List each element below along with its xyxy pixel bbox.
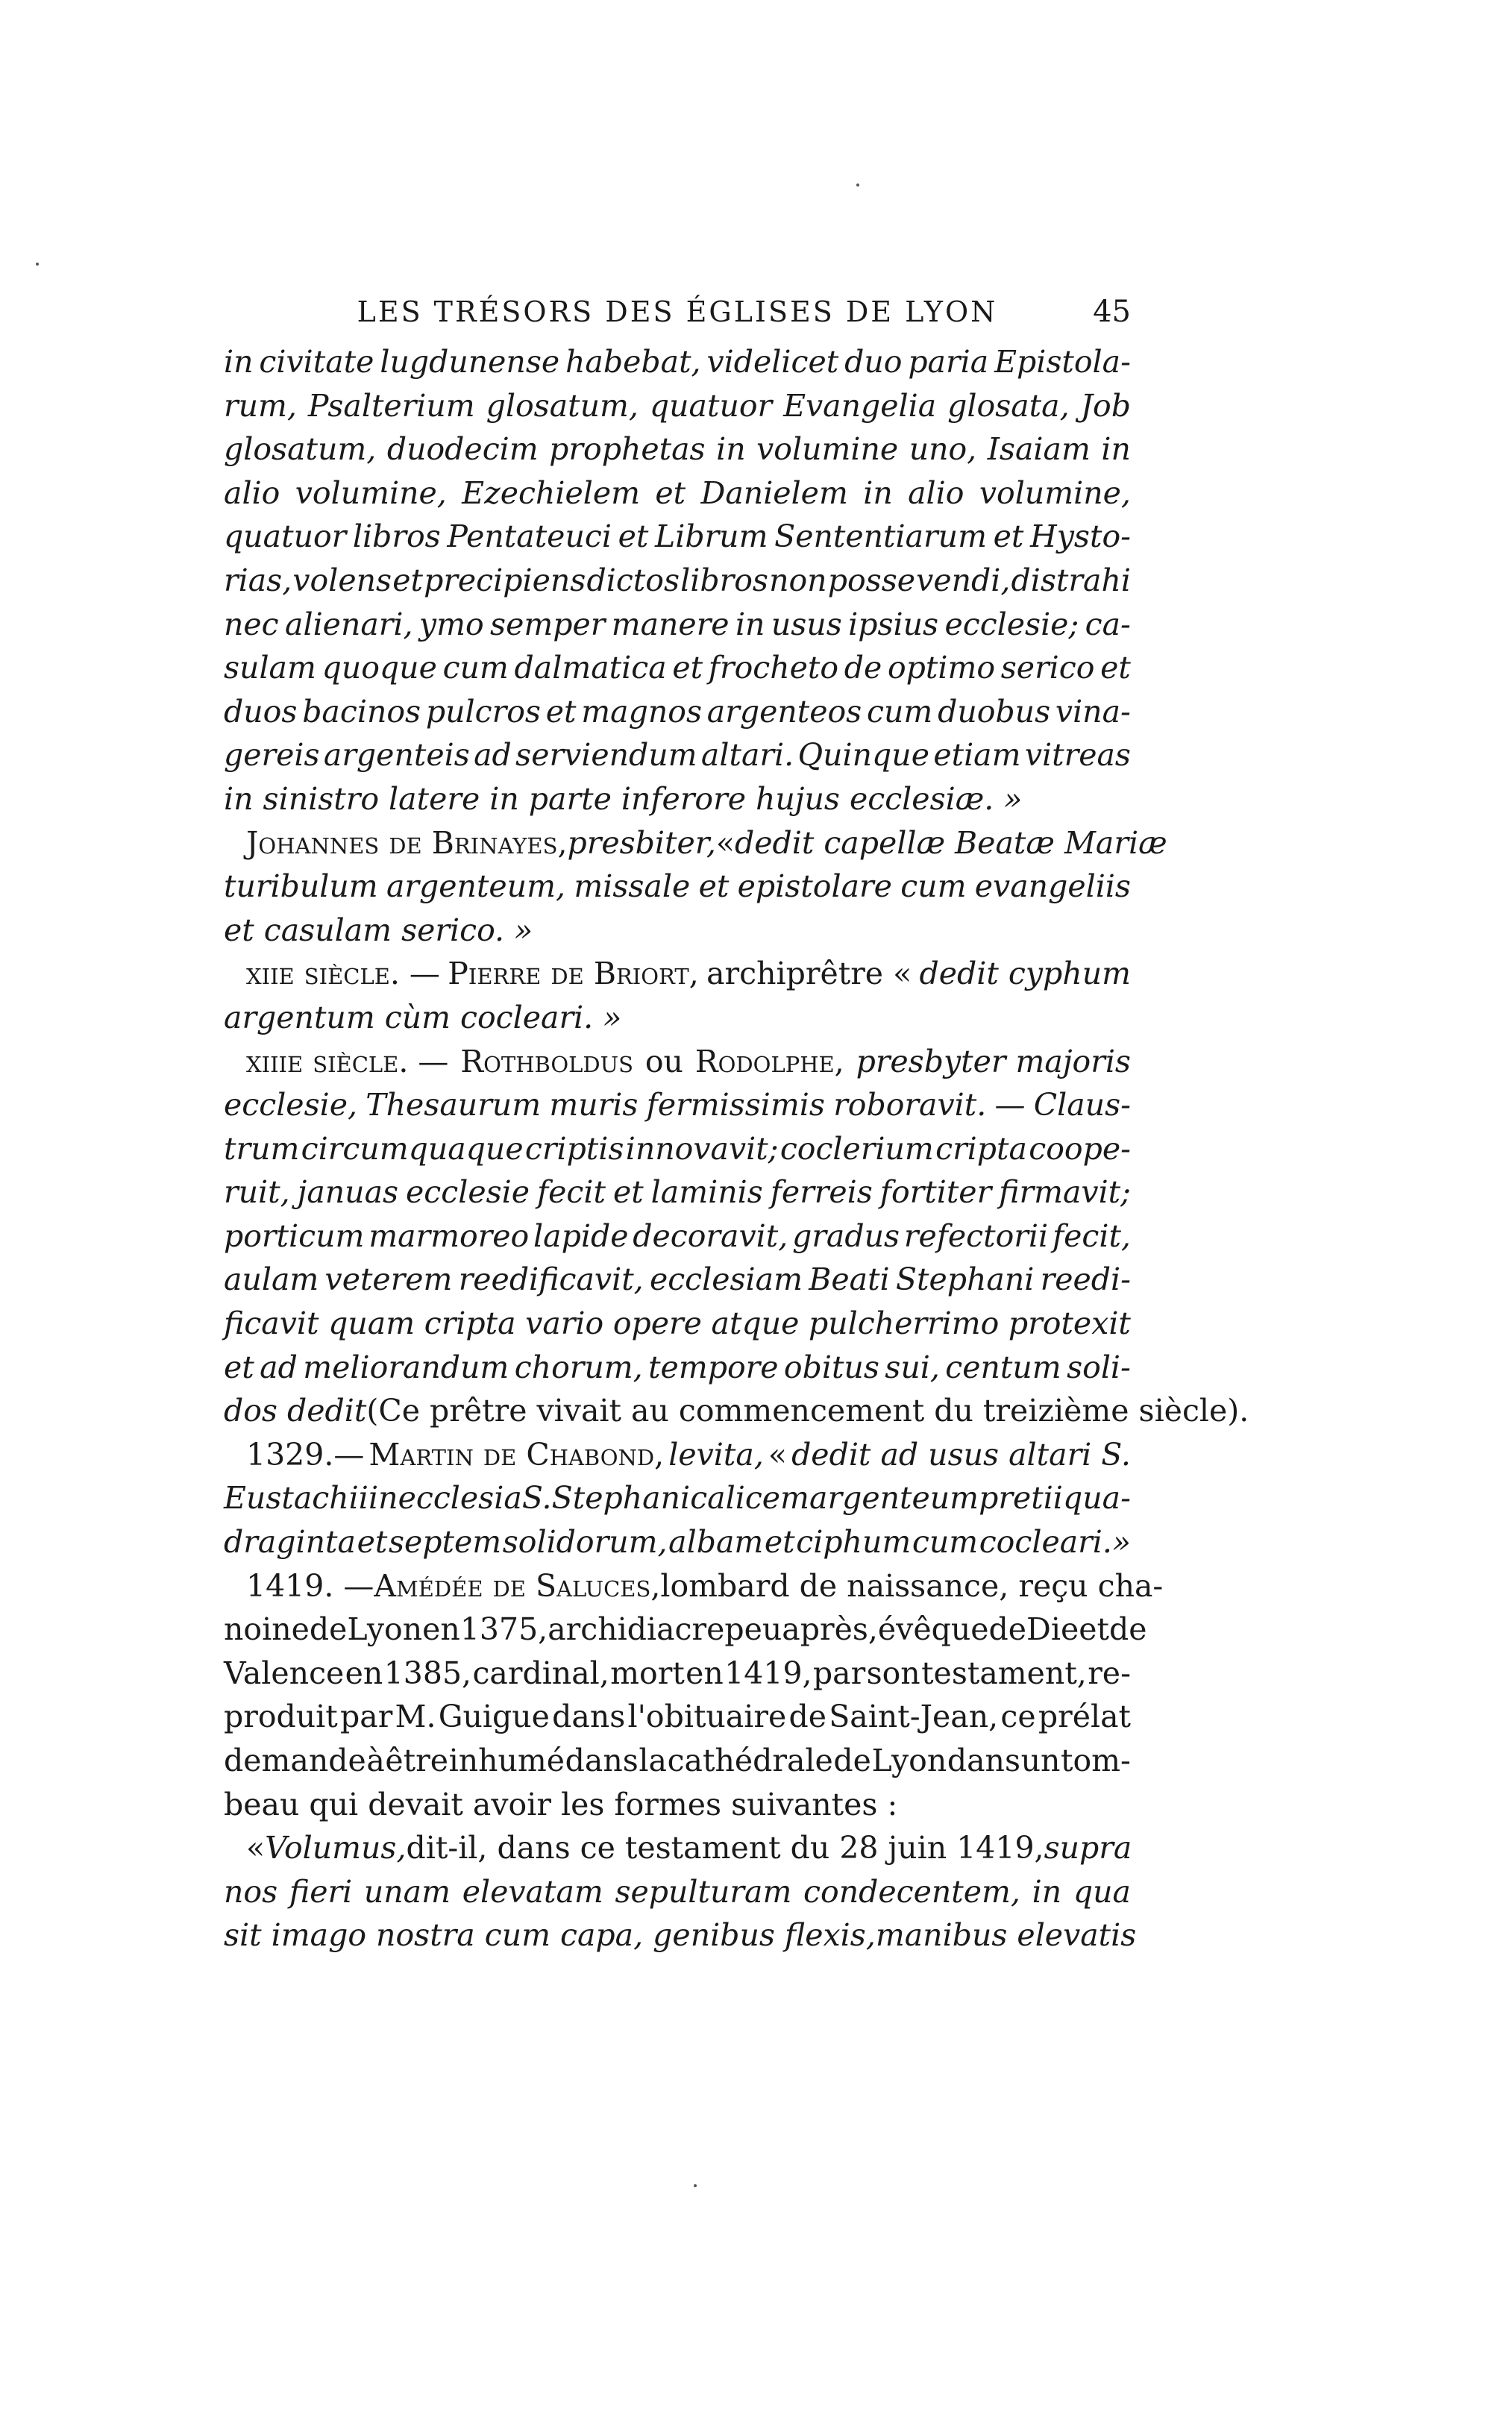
text-line bbox=[224, 952, 1131, 996]
latin-italic-text: chorum, bbox=[514, 1349, 643, 1385]
latin-italic-text: ad bbox=[474, 737, 512, 774]
latin-italic-text: ecclesie, bbox=[224, 1087, 358, 1123]
latin-italic-text: qua- bbox=[1063, 1480, 1131, 1517]
latin-italic-text: in bbox=[735, 606, 765, 642]
text-line bbox=[224, 1913, 1137, 1957]
latin-italic-text: coope- bbox=[1029, 1130, 1131, 1167]
latin-italic-text: et bbox=[224, 1349, 254, 1385]
latin-italic-text: precipiens bbox=[424, 562, 586, 598]
latin-italic-text: argenteos bbox=[706, 693, 862, 730]
body-text bbox=[224, 340, 1249, 1957]
roman-text: en bbox=[345, 1655, 383, 1691]
latin-italic-text: Stephani bbox=[895, 1261, 1035, 1298]
latin-italic-text: Danielem bbox=[700, 474, 848, 511]
latin-italic-text: cocleari.» bbox=[979, 1524, 1131, 1561]
speck-mark bbox=[694, 2184, 697, 2187]
latin-italic-text: opere bbox=[612, 1305, 702, 1342]
latin-italic-text: cum bbox=[912, 1524, 979, 1561]
latin-italic-text: et bbox=[357, 1524, 388, 1561]
latin-italic-text: roboravit. bbox=[833, 1087, 987, 1123]
latin-italic-text: fieri bbox=[289, 1873, 353, 1910]
latin-italic-text: et bbox=[618, 518, 649, 555]
text-line bbox=[224, 1826, 1131, 1870]
roman-text: lombard de naissance, reçu cha- bbox=[660, 1567, 1164, 1604]
text-line bbox=[224, 909, 1131, 953]
latin-italic-text: bacinos bbox=[302, 693, 421, 730]
latin-italic-text: et bbox=[392, 562, 423, 598]
running-title: LES TRÉSORS DES ÉGLISES DE LYON bbox=[357, 295, 998, 328]
roman-text: et bbox=[1079, 1611, 1110, 1648]
latin-italic-text: civitate bbox=[259, 344, 374, 380]
text-line bbox=[224, 1520, 1131, 1564]
latin-italic-text: dos dedit bbox=[224, 1393, 367, 1429]
roman-text: dans bbox=[947, 1743, 1020, 1778]
latin-italic-text: cum bbox=[900, 868, 967, 905]
latin-italic-text: Volumus, bbox=[265, 1830, 407, 1866]
latin-italic-text: glosata, bbox=[947, 387, 1070, 424]
latin-italic-text: ciphum bbox=[796, 1524, 912, 1561]
latin-italic-text: soli- bbox=[1067, 1349, 1131, 1385]
roman-text: de bbox=[788, 1699, 826, 1735]
text-line bbox=[224, 1739, 1131, 1783]
roman-text: de bbox=[988, 1611, 1027, 1648]
latin-italic-text: volens bbox=[292, 562, 392, 598]
latin-italic-text: gereis bbox=[224, 737, 320, 774]
latin-italic-text: Librum bbox=[655, 518, 768, 555]
roman-text: Lyon bbox=[347, 1611, 423, 1648]
latin-italic-text: septem bbox=[388, 1524, 502, 1561]
latin-italic-text: lugdunense bbox=[380, 344, 560, 380]
roman-text: un bbox=[1020, 1743, 1061, 1778]
latin-italic-text: magnos bbox=[581, 693, 702, 730]
latin-italic-text: et casulam serico. » bbox=[224, 912, 533, 948]
latin-italic-text: etiam bbox=[933, 737, 1021, 774]
latin-italic-text: alio bbox=[908, 474, 964, 511]
latin-italic-text: nos bbox=[224, 1873, 278, 1910]
latin-italic-text: cum bbox=[442, 650, 509, 686]
latin-italic-text: albam bbox=[668, 1524, 764, 1561]
latin-italic-text: in bbox=[863, 474, 893, 511]
latin-italic-text: Psalterium bbox=[307, 387, 475, 424]
latin-italic-text: ferreis bbox=[770, 1174, 873, 1211]
latin-italic-text: vina- bbox=[1055, 693, 1131, 730]
latin-italic-text: et bbox=[612, 1174, 644, 1211]
latin-italic-text: argenteum, bbox=[386, 868, 565, 905]
latin-italic-text: calicem bbox=[690, 1480, 809, 1517]
latin-italic-text: muris bbox=[549, 1087, 639, 1123]
latin-italic-text: aulam bbox=[224, 1261, 319, 1298]
latin-italic-text: criptis bbox=[524, 1130, 624, 1167]
text-line bbox=[224, 1608, 1147, 1652]
roman-text: noine bbox=[224, 1611, 310, 1648]
text-line bbox=[224, 1346, 1131, 1390]
latin-italic-text: dictos bbox=[586, 562, 680, 598]
text-line bbox=[224, 384, 1131, 428]
latin-italic-text: libros bbox=[680, 562, 768, 598]
name-smallcaps: Amédée de Saluces, bbox=[374, 1567, 661, 1604]
latin-italic-text: Hysto- bbox=[1030, 518, 1131, 555]
text-line bbox=[224, 733, 1131, 777]
latin-italic-text: et bbox=[672, 650, 703, 686]
text-line bbox=[224, 1783, 1131, 1827]
latin-italic-text: serico bbox=[1000, 650, 1095, 686]
latin-italic-text: volumine, bbox=[295, 474, 447, 511]
latin-italic-text: — bbox=[994, 1087, 1026, 1123]
latin-italic-text: missale bbox=[574, 868, 691, 905]
speck-mark bbox=[856, 184, 859, 186]
latin-italic-text: centum bbox=[945, 1349, 1061, 1385]
latin-italic-text: paria bbox=[908, 344, 989, 380]
roman-text: (Ce prêtre vivait au commencement du treizième siècle). bbox=[366, 1393, 1249, 1429]
text-line bbox=[224, 515, 1131, 559]
roman-text: ce bbox=[1000, 1699, 1036, 1735]
roman-text: « bbox=[246, 1830, 266, 1866]
latin-italic-text: ruit, bbox=[224, 1174, 290, 1211]
roman-text: 1385, bbox=[383, 1655, 472, 1691]
roman-text: en bbox=[686, 1655, 724, 1691]
latin-italic-text: innovavit; bbox=[625, 1130, 779, 1167]
text-line bbox=[224, 1040, 1131, 1084]
latin-italic-text: alienari, bbox=[285, 606, 413, 642]
latin-italic-text: in bbox=[716, 431, 746, 468]
latin-italic-text: elevatam bbox=[462, 1873, 603, 1910]
latin-italic-text: duodecim bbox=[386, 431, 539, 468]
latin-italic-text: manere bbox=[611, 606, 730, 642]
latin-italic-text: dedit ad usus altari S. bbox=[791, 1436, 1131, 1473]
latin-italic-text: prophetas bbox=[549, 431, 706, 468]
name-smallcaps: xiiie siècle. — bbox=[246, 1043, 449, 1079]
latin-italic-text: serviendum bbox=[515, 737, 697, 774]
roman-text: archiprêtre « bbox=[706, 956, 912, 992]
roman-text: demande bbox=[224, 1743, 366, 1778]
roman-text: par bbox=[812, 1655, 866, 1691]
latin-italic-text: ecclesia bbox=[398, 1480, 522, 1517]
latin-italic-text: cripta bbox=[424, 1305, 516, 1342]
roman-text: dans bbox=[565, 1743, 639, 1778]
latin-italic-text: vario bbox=[525, 1305, 604, 1342]
latin-italic-text: cum bbox=[867, 693, 933, 730]
latin-italic-text: Epistola- bbox=[994, 344, 1131, 380]
latin-italic-text: Evangelia bbox=[783, 387, 937, 424]
roman-text: à bbox=[366, 1743, 385, 1778]
latin-italic-text: argenteum bbox=[809, 1480, 979, 1517]
name-smallcaps: Johannes de Brinayes, bbox=[246, 824, 568, 861]
text-line bbox=[224, 471, 1131, 515]
latin-italic-text: non bbox=[769, 562, 827, 598]
roman-text: beau qui devait avoir les formes suivantes : bbox=[224, 1786, 898, 1822]
text-line bbox=[224, 777, 1131, 821]
latin-italic-text: levita, bbox=[668, 1436, 764, 1473]
latin-italic-text: Sententiarum bbox=[774, 518, 987, 555]
latin-italic-text: rum, bbox=[224, 387, 297, 424]
latin-italic-text: et bbox=[698, 868, 730, 905]
latin-italic-text: quatuor bbox=[224, 518, 347, 555]
latin-italic-text: protexit bbox=[1008, 1305, 1131, 1342]
latin-italic-text: unam bbox=[363, 1873, 451, 1910]
latin-italic-text: pulcherrimo bbox=[809, 1305, 1000, 1342]
latin-italic-text: evangeliis bbox=[974, 868, 1131, 905]
roman-text: dit-il, dans ce testament du 28 juin 1419, bbox=[406, 1830, 1044, 1866]
latin-italic-text: distrahi bbox=[1011, 562, 1131, 598]
text-line bbox=[224, 1127, 1131, 1171]
latin-italic-text: semper bbox=[490, 606, 606, 642]
latin-italic-text: circumquaque bbox=[301, 1130, 524, 1167]
roman-text: 1419, bbox=[724, 1655, 812, 1691]
roman-text: « bbox=[715, 824, 735, 861]
latin-italic-text: januas bbox=[297, 1174, 399, 1211]
roman-text: de bbox=[309, 1611, 348, 1648]
latin-italic-text: reedificavit, bbox=[458, 1261, 644, 1298]
latin-italic-text: sulam bbox=[224, 650, 316, 686]
latin-italic-text: et bbox=[545, 693, 577, 730]
text-line bbox=[224, 865, 1131, 909]
text-line bbox=[224, 603, 1131, 647]
latin-italic-text: nec bbox=[224, 606, 279, 642]
latin-italic-text: Isaiam bbox=[987, 431, 1091, 468]
roman-text: dans bbox=[552, 1699, 626, 1735]
text-line bbox=[224, 821, 1167, 865]
text-line bbox=[224, 646, 1131, 690]
latin-italic-text: decoravit, bbox=[633, 1217, 788, 1254]
latin-italic-text: glosatum, bbox=[224, 431, 377, 468]
page-number: 45 bbox=[1093, 295, 1131, 329]
latin-italic-text: Ezechielem bbox=[462, 474, 640, 511]
latin-italic-text: argenteis bbox=[323, 737, 470, 774]
latin-italic-text: volumine, bbox=[979, 474, 1131, 511]
latin-italic-text: glosatum, bbox=[486, 387, 639, 424]
latin-italic-text: et bbox=[764, 1524, 795, 1561]
roman-text: 1329.— bbox=[246, 1436, 365, 1473]
roman-text: en bbox=[422, 1611, 460, 1648]
latin-italic-text: quatuor bbox=[649, 387, 773, 424]
latin-italic-text: quoque bbox=[321, 650, 437, 686]
roman-text: son bbox=[866, 1655, 920, 1691]
text-line bbox=[224, 427, 1131, 471]
latin-italic-text: Pentateuci bbox=[447, 518, 612, 555]
text-line bbox=[224, 690, 1131, 734]
roman-text: Lyon bbox=[871, 1743, 947, 1778]
roman-text: M. bbox=[395, 1699, 436, 1735]
name-smallcaps: Pierre de Briort, bbox=[448, 956, 699, 992]
latin-italic-text: volumine bbox=[756, 431, 899, 468]
roman-text: cathédrale bbox=[667, 1743, 833, 1778]
latin-italic-text: presbyter majoris bbox=[856, 1043, 1131, 1079]
text-line bbox=[224, 1652, 1131, 1696]
latin-italic-text: optimo bbox=[887, 650, 996, 686]
latin-italic-text: fecit, bbox=[1052, 1217, 1131, 1254]
latin-italic-text: ad bbox=[260, 1349, 298, 1385]
latin-italic-text: dedit cyphum bbox=[919, 956, 1131, 992]
page-header bbox=[224, 289, 1131, 334]
latin-italic-text: qua bbox=[1073, 1873, 1131, 1910]
latin-italic-text: argentum cùm cocleari. » bbox=[224, 999, 622, 1035]
text-line bbox=[224, 996, 1131, 1040]
latin-italic-text: cripta bbox=[935, 1130, 1027, 1167]
roman-text: mort bbox=[610, 1655, 685, 1691]
latin-italic-text: laminis bbox=[650, 1174, 763, 1211]
text-line bbox=[224, 1258, 1131, 1302]
latin-italic-text: coclerium bbox=[779, 1130, 934, 1167]
latin-italic-text: supra bbox=[1044, 1830, 1132, 1866]
latin-italic-text: ficavit bbox=[224, 1305, 319, 1342]
roman-text: Guigue bbox=[438, 1699, 550, 1735]
latin-italic-text: obitus bbox=[783, 1349, 879, 1385]
roman-text: inhumé bbox=[448, 1743, 565, 1778]
latin-italic-text: pretii bbox=[979, 1480, 1063, 1517]
latin-italic-text: veterem bbox=[324, 1261, 453, 1298]
latin-italic-text: manibus elevatis bbox=[875, 1917, 1137, 1954]
latin-italic-text: meliorandum bbox=[303, 1349, 509, 1385]
roman-text: Valence bbox=[224, 1655, 345, 1691]
text-line bbox=[224, 1476, 1131, 1520]
roman-text: Saint-Jean, bbox=[829, 1699, 999, 1735]
latin-italic-text: condecentem, bbox=[803, 1873, 1020, 1910]
roman-text: cardinal, bbox=[472, 1655, 609, 1691]
latin-italic-text: ca- bbox=[1085, 606, 1131, 642]
roman-text: l'obituaire bbox=[627, 1699, 787, 1735]
latin-italic-text: de bbox=[844, 650, 882, 686]
latin-italic-text: fermissimis bbox=[646, 1087, 825, 1123]
latin-italic-text: libros bbox=[352, 518, 441, 555]
latin-italic-text: duos bbox=[224, 693, 298, 730]
latin-italic-text: Eustachii bbox=[224, 1480, 368, 1517]
latin-italic-text: uno, bbox=[909, 431, 977, 468]
latin-italic-text: usus bbox=[771, 606, 842, 642]
latin-italic-text: solidorum, bbox=[502, 1524, 668, 1561]
text-line bbox=[224, 1389, 1249, 1433]
latin-italic-text: presbiter, bbox=[567, 824, 716, 861]
latin-italic-text: fortiter bbox=[879, 1174, 992, 1211]
latin-italic-text: lapide bbox=[533, 1217, 629, 1254]
text-line bbox=[224, 1083, 1131, 1127]
text-line bbox=[224, 1433, 1131, 1477]
latin-italic-text: pulcros bbox=[425, 693, 541, 730]
latin-italic-text: sepulturam bbox=[615, 1873, 792, 1910]
speck-mark bbox=[36, 263, 39, 266]
text-line bbox=[224, 1214, 1131, 1258]
roman-text: la bbox=[639, 1743, 667, 1778]
latin-italic-text: duo bbox=[844, 344, 903, 380]
latin-italic-text: in sinistro latere in parte inferore hujus ecclesiæ. » bbox=[224, 780, 1023, 817]
latin-italic-text: tempore bbox=[648, 1349, 779, 1385]
roman-text: être bbox=[385, 1743, 448, 1778]
name-smallcaps: xiie siècle. — bbox=[246, 956, 440, 992]
roman-text: par bbox=[340, 1699, 393, 1735]
latin-italic-text: quam bbox=[328, 1305, 415, 1342]
latin-italic-text: porticum bbox=[224, 1217, 365, 1254]
name-smallcaps: Rothboldus bbox=[460, 1043, 633, 1079]
latin-italic-text: dedit capellæ Beatæ Mariæ bbox=[734, 824, 1167, 861]
roman-text: évêque bbox=[877, 1611, 989, 1648]
latin-italic-text: altari. bbox=[700, 737, 794, 774]
text-line bbox=[224, 1170, 1131, 1214]
latin-italic-text: reedi- bbox=[1040, 1261, 1131, 1298]
roman-text: produit bbox=[224, 1699, 338, 1735]
latin-italic-text: S. bbox=[521, 1480, 552, 1517]
name-smallcaps: Martin de Chabond, bbox=[368, 1436, 665, 1473]
latin-italic-text: vitreas bbox=[1024, 737, 1131, 774]
roman-text: 1419. — bbox=[246, 1567, 374, 1604]
latin-italic-text: marmoreo bbox=[368, 1217, 530, 1254]
latin-italic-text: habebat, bbox=[565, 344, 701, 380]
latin-italic-text: alio bbox=[224, 474, 280, 511]
latin-italic-text: dalmatica bbox=[514, 650, 667, 686]
latin-italic-text: duobus bbox=[938, 693, 1051, 730]
latin-italic-text: sit imago nostra cum capa, genibus flexis, bbox=[224, 1917, 876, 1954]
text-line bbox=[224, 1870, 1131, 1914]
latin-italic-text: Quinque bbox=[797, 737, 929, 774]
roman-text: testament, bbox=[921, 1655, 1087, 1691]
latin-italic-text: in bbox=[368, 1480, 398, 1517]
latin-italic-text: epistolare bbox=[737, 868, 892, 905]
latin-italic-text: gradus bbox=[792, 1217, 900, 1254]
latin-italic-text: ecclesie; bbox=[944, 606, 1079, 642]
latin-italic-text: in bbox=[1101, 431, 1131, 468]
latin-italic-text: Beati bbox=[809, 1261, 890, 1298]
roman-text: « bbox=[768, 1436, 788, 1473]
roman-text: prélat bbox=[1038, 1699, 1131, 1735]
latin-italic-text: ecclesie bbox=[406, 1174, 530, 1211]
roman-text: 1375, bbox=[459, 1611, 548, 1648]
roman-text: ou bbox=[644, 1043, 683, 1079]
latin-italic-text: fecit bbox=[536, 1174, 606, 1211]
latin-italic-text: ecclesiam bbox=[649, 1261, 803, 1298]
latin-italic-text: et bbox=[655, 474, 686, 511]
roman-text: peu bbox=[724, 1611, 782, 1648]
roman-text: Die bbox=[1026, 1611, 1079, 1648]
roman-text: après, bbox=[782, 1611, 878, 1648]
text-line bbox=[224, 1695, 1131, 1739]
latin-italic-text: sui, bbox=[885, 1349, 940, 1385]
latin-italic-text: videlicet bbox=[706, 344, 839, 380]
latin-italic-text: draginta bbox=[224, 1524, 356, 1561]
roman-text: de bbox=[833, 1743, 871, 1778]
latin-italic-text: rias, bbox=[224, 562, 292, 598]
latin-italic-text: Claus- bbox=[1033, 1087, 1131, 1123]
latin-italic-text: trum bbox=[224, 1130, 300, 1167]
name-smallcaps: Rodolphe, bbox=[694, 1043, 844, 1079]
text-line bbox=[224, 559, 1131, 603]
latin-italic-text: refectorii bbox=[903, 1217, 1049, 1254]
roman-text: re- bbox=[1088, 1655, 1131, 1691]
roman-text: tom- bbox=[1060, 1743, 1131, 1778]
latin-italic-text: frocheto bbox=[708, 650, 839, 686]
latin-italic-text: vendi, bbox=[916, 562, 1011, 598]
latin-italic-text: in bbox=[224, 344, 254, 380]
latin-italic-text: et bbox=[993, 518, 1024, 555]
roman-text: archidiacre bbox=[548, 1611, 725, 1648]
latin-italic-text: turibulum bbox=[224, 868, 378, 905]
latin-italic-text: ymo bbox=[418, 606, 484, 642]
latin-italic-text: atque bbox=[711, 1305, 800, 1342]
latin-italic-text: posse bbox=[827, 562, 916, 598]
latin-italic-text: Job bbox=[1080, 387, 1131, 424]
roman-text: de bbox=[1109, 1611, 1147, 1648]
text-line bbox=[224, 1564, 1164, 1608]
latin-italic-text: Stephani bbox=[551, 1480, 691, 1517]
latin-italic-text: ipsius bbox=[848, 606, 939, 642]
latin-italic-text: in bbox=[1032, 1873, 1062, 1910]
latin-italic-text: firmavit; bbox=[999, 1174, 1131, 1211]
text-line bbox=[224, 1302, 1131, 1346]
latin-italic-text: Thesaurum bbox=[366, 1087, 542, 1123]
text-line bbox=[224, 340, 1131, 384]
latin-italic-text: et bbox=[1100, 650, 1131, 686]
